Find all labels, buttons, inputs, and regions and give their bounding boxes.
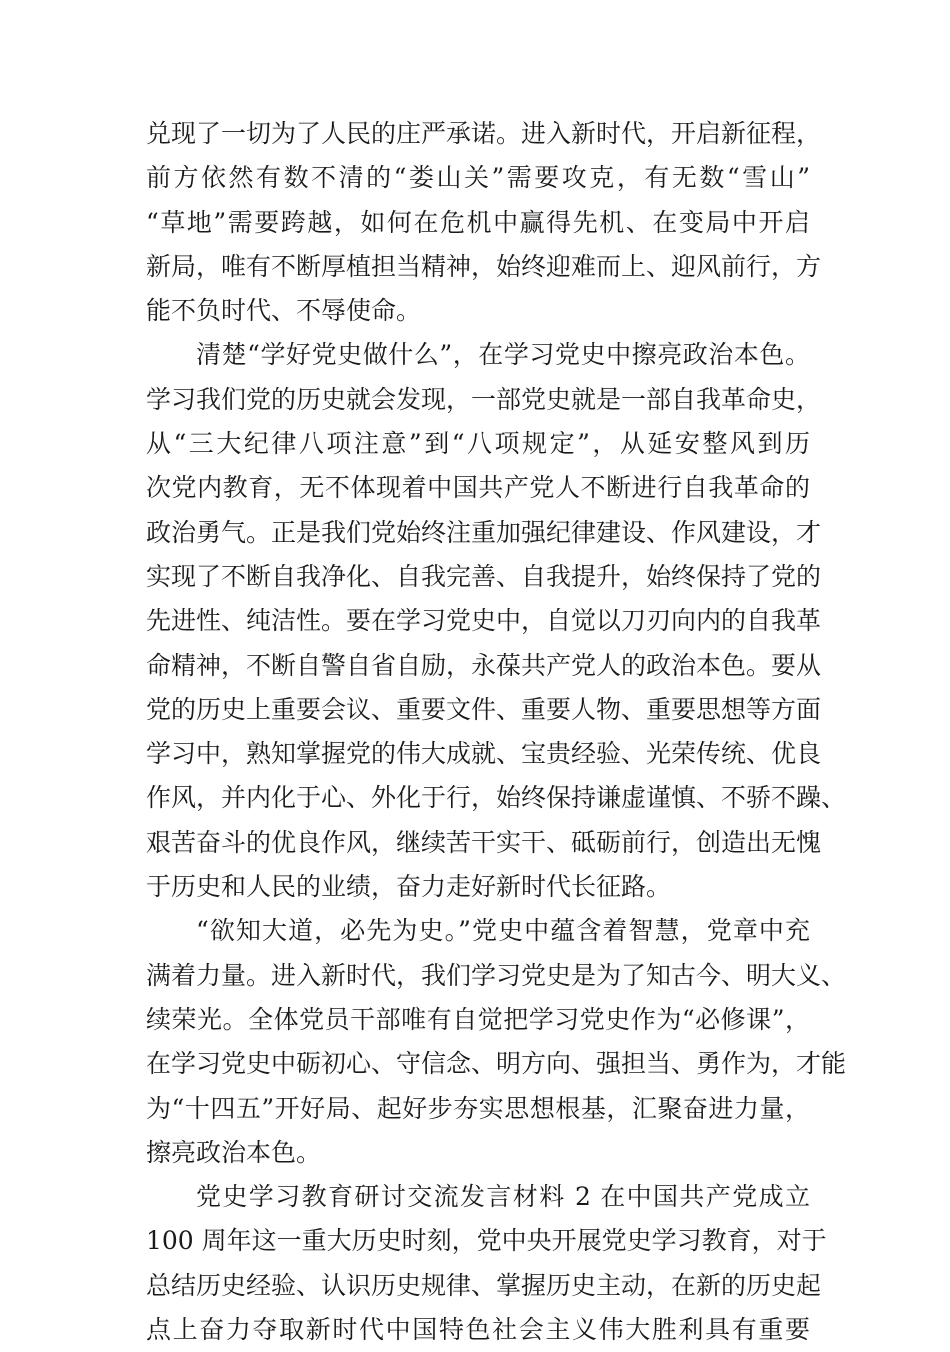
- text-line: 前方依然有数不清的“娄山关”需要攻克，有无数“雪山”: [146, 163, 810, 193]
- text-line: 艰苦奋斗的优良作风，继续苦干实干、砥砺前行，创造出无愧: [146, 827, 822, 857]
- paragraph-2: [146, 333, 847, 909]
- text-line: 次党内教育，无不体现着中国共产党人不断进行自我革命的: [146, 473, 810, 503]
- document-body: [146, 112, 847, 1352]
- text-line: 于历史和人民的业绩，奋力走好新时代长征路。: [146, 872, 672, 902]
- paragraph-1: [146, 112, 822, 333]
- text-line: 清楚“学好党史做什么”，在学习党史中擦亮政治本色。: [196, 340, 810, 370]
- paragraph-3: [146, 909, 847, 1175]
- text-line: 从“三大纪律八项注意”到“八项规定”，从延安整风到历: [146, 429, 810, 459]
- text-line: 续荣光。全体党员干部唯有自觉把学习党史作为“必修课”，: [146, 1004, 810, 1034]
- text-line: 命精神，不断自警自省自励，永葆共产党人的政治本色。要从: [146, 650, 822, 680]
- text-line: 学习我们党的历史就会发现，一部党史就是一部自我革命史，: [146, 384, 822, 414]
- text-line: 满着力量。进入新时代，我们学习党史是为了知古今、明大义、: [146, 960, 847, 990]
- text-line: 先进性、纯洁性。要在学习党史中，自觉以刀刃向内的自我革: [146, 606, 822, 636]
- text-line: 党史学习教育研讨交流发言材料 2 在中国共产党成立: [196, 1182, 810, 1212]
- text-line: 擦亮政治本色。: [146, 1137, 322, 1167]
- text-line: 能不负时代、不辱使命。: [146, 296, 422, 326]
- text-line: 在学习党史中砺初心、守信念、明方向、强担当、勇作为，才能: [146, 1049, 847, 1079]
- text-line: 兑现了一切为了人民的庄严承诺。进入新时代，开启新征程，: [146, 119, 822, 148]
- text-line: “欲知大道，必先为史。”党史中蕴含着智慧，党章中充: [196, 916, 810, 946]
- paragraph-4: [146, 1175, 827, 1352]
- text-line: 100 周年这一重大历史时刻，党中央开展党史学习教育，对于: [146, 1226, 827, 1256]
- text-line: 点上奋力夺取新时代中国特色社会主义伟大胜利具有重要: [146, 1315, 810, 1345]
- text-line: 总结历史经验、认识历史规律、掌握历史主动，在新的历史起: [146, 1270, 822, 1300]
- text-line: “草地”需要跨越，如何在危机中赢得先机、在变局中开启: [146, 207, 810, 237]
- text-line: 新局，唯有不断厚植担当精神，始终迎难而上、迎风前行，方: [146, 251, 822, 281]
- text-line: 党的历史上重要会议、重要文件、重要人物、重要思想等方面: [146, 694, 822, 724]
- text-line: 作风，并内化于心、外化于行，始终保持谦虚谨慎、不骄不躁、: [146, 783, 847, 813]
- text-line: 实现了不断自我净化、自我完善、自我提升，始终保持了党的: [146, 561, 822, 591]
- text-line: 学习中，熟知掌握党的伟大成就、宝贵经验、光荣传统、优良: [146, 739, 822, 769]
- text-line: 为“十四五”开好局、起好步夯实思想根基，汇聚奋进力量，: [146, 1093, 810, 1123]
- text-line: 政治勇气。正是我们党始终注重加强纪律建设、作风建设，才: [146, 517, 822, 547]
